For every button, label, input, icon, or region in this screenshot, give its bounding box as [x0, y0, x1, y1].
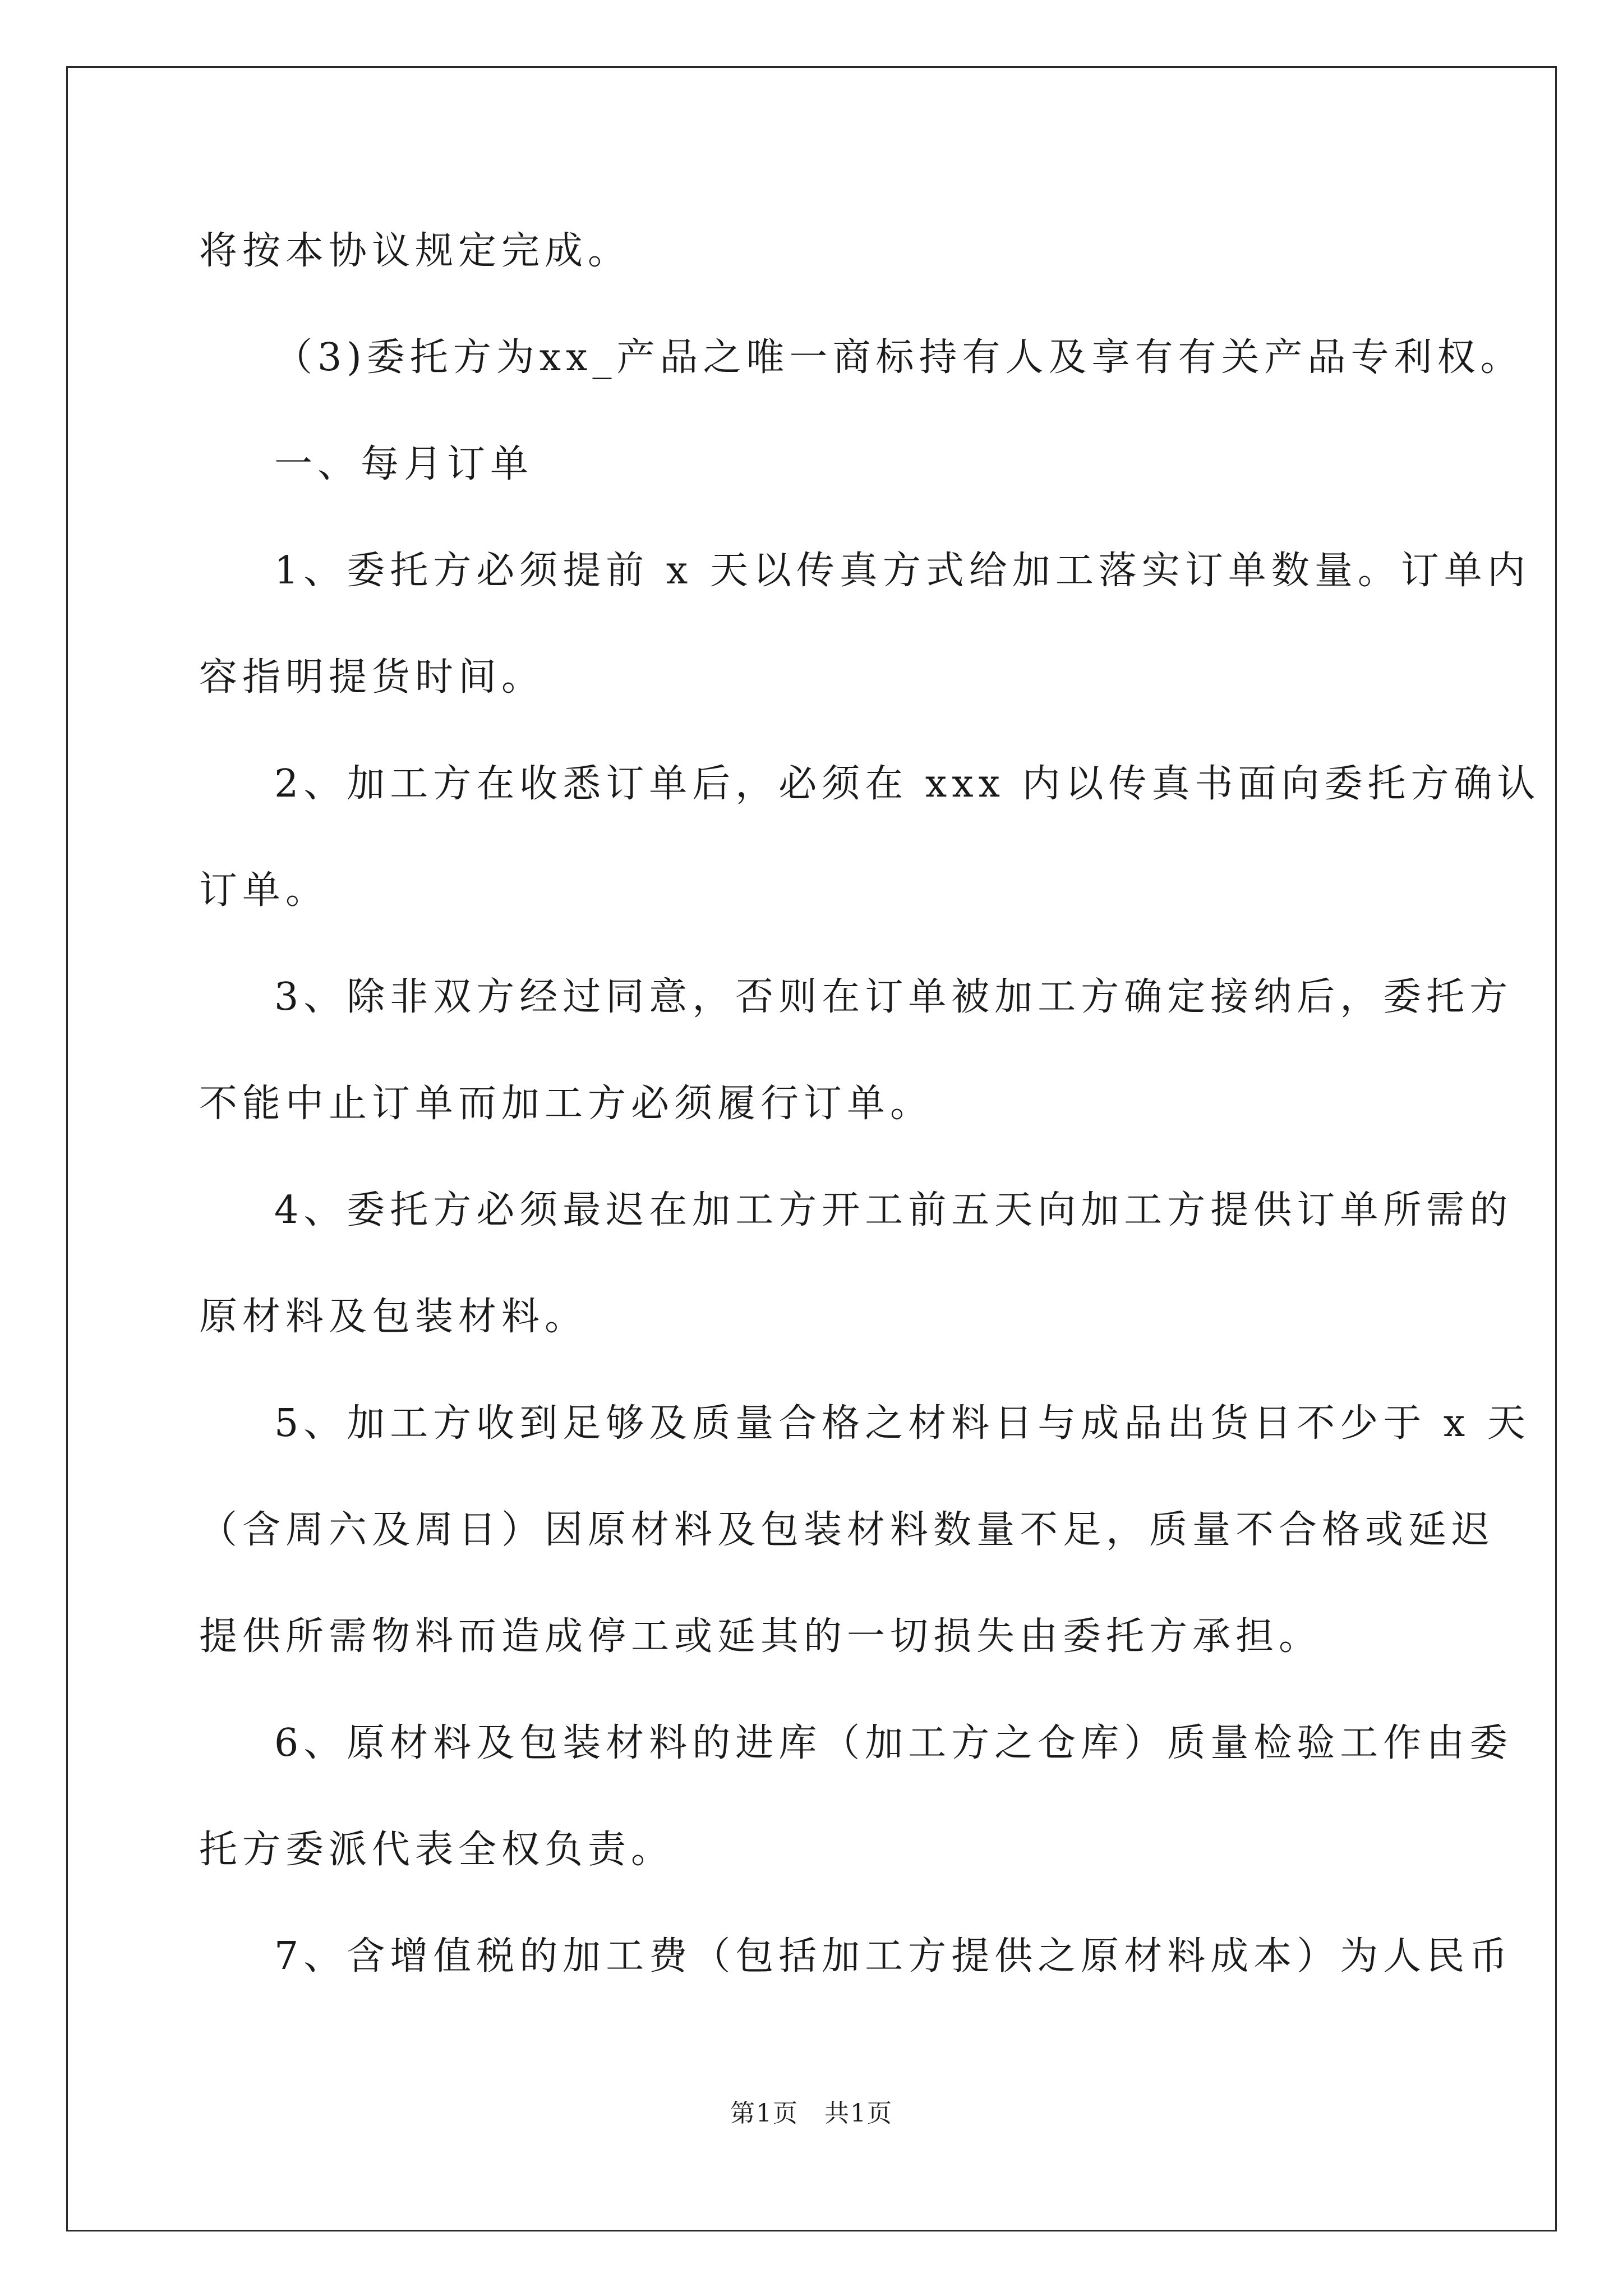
text-line: 不能中止订单而加工方必须履行订单。	[199, 1082, 934, 1126]
text-line: 原材料及包装材料。	[199, 1295, 588, 1339]
text-line: （3)委托方为xx_产品之唯一商标持有人及享有有关产品专利权。	[274, 335, 1524, 380]
text-line: 5、加工方收到足够及质量合格之材料日与成品出货日不少于 x 天	[274, 1401, 1530, 1446]
page-number-footer: 第1页 共1页	[730, 2099, 893, 2128]
text-line: 7、含增值税的加工费（包括加工方提供之原材料成本）为人民币	[274, 1934, 1513, 1978]
page-border	[66, 66, 1557, 2231]
text-line: 订单。	[199, 868, 329, 913]
section-heading: 一、每月订单	[274, 442, 534, 486]
text-line: 容指明提货时间。	[199, 655, 545, 700]
text-line: 6、原材料及包装材料的进库（加工方之仓库）质量检验工作由委	[274, 1721, 1513, 1765]
text-line: （含周六及周日）因原材料及包装材料数量不足，质量不合格或延迟	[199, 1508, 1495, 1552]
text-line: 提供所需物料而造成停工或延其的一切损失由委托方承担。	[199, 1614, 1322, 1659]
text-line: 1、委托方必须提前 x 天以传真方式给加工落实订单数量。订单内	[274, 549, 1530, 593]
text-line: 3、除非双方经过同意，否则在订单被加工方确定接纳后，委托方	[274, 975, 1513, 1019]
text-line: 将按本协议规定完成。	[199, 229, 631, 273]
text-line: 2、加工方在收悉订单后，必须在 xxx 内以传真书面向委托方确认	[274, 762, 1541, 806]
text-line: 4、委托方必须最迟在加工方开工前五天向加工方提供订单所需的	[274, 1188, 1513, 1232]
text-line: 托方委派代表全权负责。	[199, 1828, 675, 1872]
